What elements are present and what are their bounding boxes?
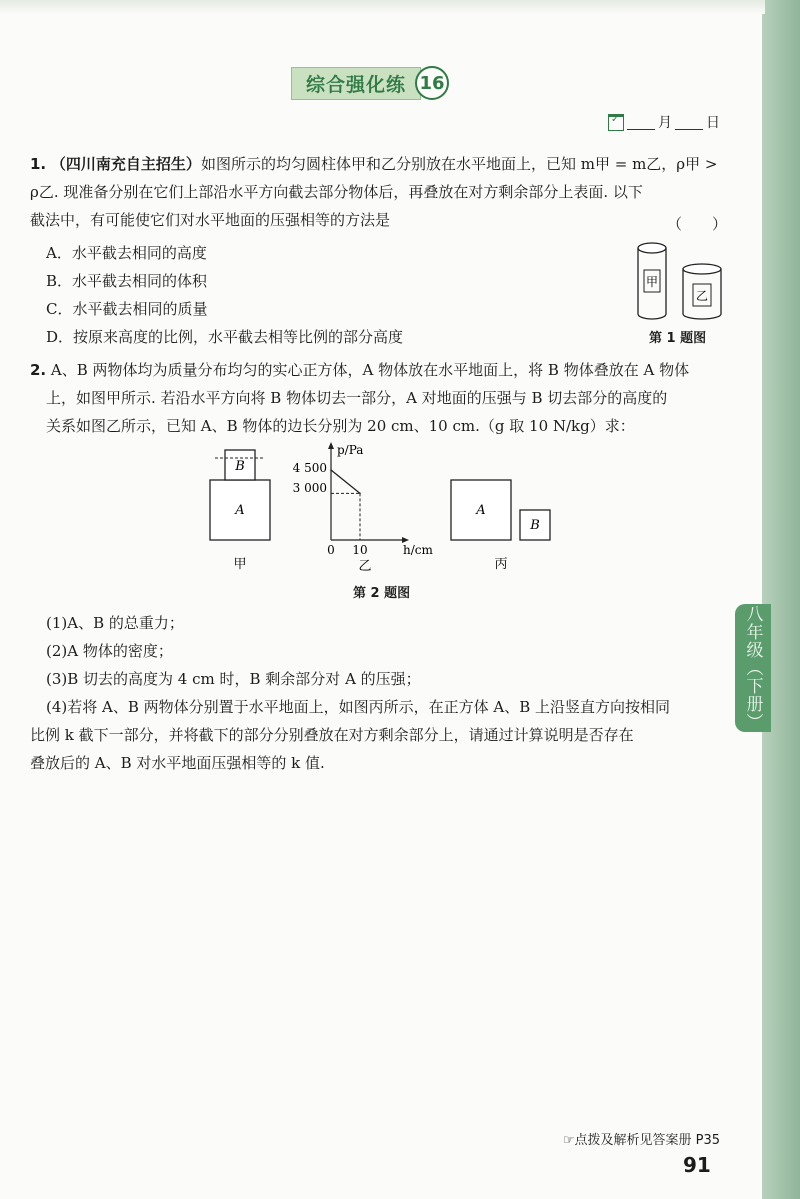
q2-sub-4: (4)若将 A、B 两物体分别置于水平地面上，如图丙所示，在正方体 A、B 上沿竖直方向按相同	[46, 698, 671, 716]
q2-line-1	[30, 356, 689, 384]
day-blank	[675, 115, 703, 130]
q1-math-1: m甲 = m乙，ρ甲 >	[580, 155, 718, 173]
q2-sub-1: (1)A、B 的总重力；	[46, 614, 184, 632]
section-number-badge: 16	[415, 66, 449, 100]
chart-y-tick-3000: 3 000	[292, 481, 327, 495]
q1-source: （四川南充自主招生）	[50, 155, 201, 173]
q1-figure	[620, 236, 740, 326]
q2-line-3: 关系如图乙所示，已知 A、B 物体的边长分别为 20 cm、10 cm.（g 取 10 N/kg）求：	[46, 417, 635, 435]
fig-jia-label-b: B	[235, 459, 245, 474]
q2-line-2: 上，如图甲所示. 若沿水平方向将 B 物体切去一部分，A 对地面的压强与 B 切去部分的高度的	[46, 389, 668, 407]
fig-bing-label-b: B	[530, 518, 540, 533]
q1-text-2: . 现准备分别在它们上部沿水平方向截去部分物体后，再叠放在对方剩余部分上表面. 以下	[53, 183, 643, 201]
q1-figure-caption: 第 1 题图	[649, 331, 707, 346]
section-title	[291, 68, 449, 98]
chart-series-line	[331, 470, 360, 493]
answer-reference: ☞点拨及解析见答案册 P35	[562, 1133, 720, 1148]
q1-text-3: 截法中，有可能使它们对水平地面的压强相等的方法是	[30, 211, 391, 229]
cylinder-jia-label: 甲	[645, 275, 659, 289]
section-title-text: 综合强化练	[291, 67, 421, 100]
chart-point-1	[359, 493, 361, 495]
q1-option-d: D．按原来高度的比例，水平截去相等比例的部分高度	[46, 328, 404, 346]
month-label: 月	[658, 115, 672, 131]
date-row	[608, 112, 720, 132]
question-2	[30, 356, 689, 440]
q1-line-3	[30, 206, 717, 234]
q1-line-1	[30, 150, 717, 178]
page-number: 91	[683, 1153, 711, 1177]
q2-figure	[200, 440, 570, 590]
chart-point-0	[330, 469, 332, 471]
chart-x-label: h/cm	[403, 543, 433, 557]
fig-bing-caption: 丙	[494, 557, 508, 572]
q1-option-c: C．水平截去相同的质量	[46, 300, 208, 318]
q1-line-2	[30, 178, 717, 206]
grade-side-tab: 八年级（下册）	[735, 604, 771, 732]
q2-sub-4-cont-2: 叠放后的 A、B 对水平地面压强相等的 k 值.	[30, 754, 325, 772]
cylinder-yi-label: 乙	[695, 289, 709, 303]
q2-text-1: A、B 两物体均为质量分布均匀的实心正方体，A 物体放在水平地面上，将 B 物体叠放在 A 物体	[50, 361, 690, 379]
day-label: 日	[706, 115, 720, 131]
chart-x-tick-10: 10	[352, 543, 368, 557]
q2-sub-2: (2)A 物体的密度；	[46, 642, 173, 660]
month-blank	[627, 115, 655, 130]
fig-jia-label-a: A	[235, 503, 245, 518]
chart-x-tick-0: 0	[327, 543, 335, 557]
fig-yi-caption: 乙	[358, 559, 372, 574]
q1-math-2: ρ乙	[30, 183, 54, 201]
page-top-shade	[0, 0, 765, 14]
question-1	[30, 150, 717, 234]
chart-y-arrow	[328, 442, 334, 449]
q2-sub-4-cont-1: 比例 k 截下一部分，并将截下的部分分别叠放在对方剩余部分上，请通过计算说明是否存在	[30, 726, 634, 744]
q2-sub-3: (3)B 切去的高度为 4 cm 时，B 剩余部分对 A 的压强；	[46, 670, 421, 688]
fig-jia-caption: 甲	[233, 557, 247, 572]
q1-option-b: B．水平截去相同的体积	[46, 272, 208, 290]
fig-bing-label-a: A	[476, 503, 486, 518]
chart-y-tick-4500: 4 500	[292, 461, 327, 475]
q1-text-1: 如图所示的均匀圆柱体甲和乙分别放在水平地面上，已知	[200, 155, 576, 173]
calendar-icon	[608, 114, 624, 131]
q1-number: 1.	[30, 155, 47, 173]
q2-number: 2.	[30, 361, 47, 379]
page-edge-band	[762, 0, 800, 1199]
q1-option-a: A．水平截去相同的高度	[46, 244, 207, 262]
q2-figure-caption: 第 2 题图	[353, 586, 411, 601]
q1-answer-paren: （ ）	[667, 215, 728, 233]
chart-y-label: p/Pa	[337, 443, 364, 457]
fig-yi-chart	[328, 442, 409, 543]
